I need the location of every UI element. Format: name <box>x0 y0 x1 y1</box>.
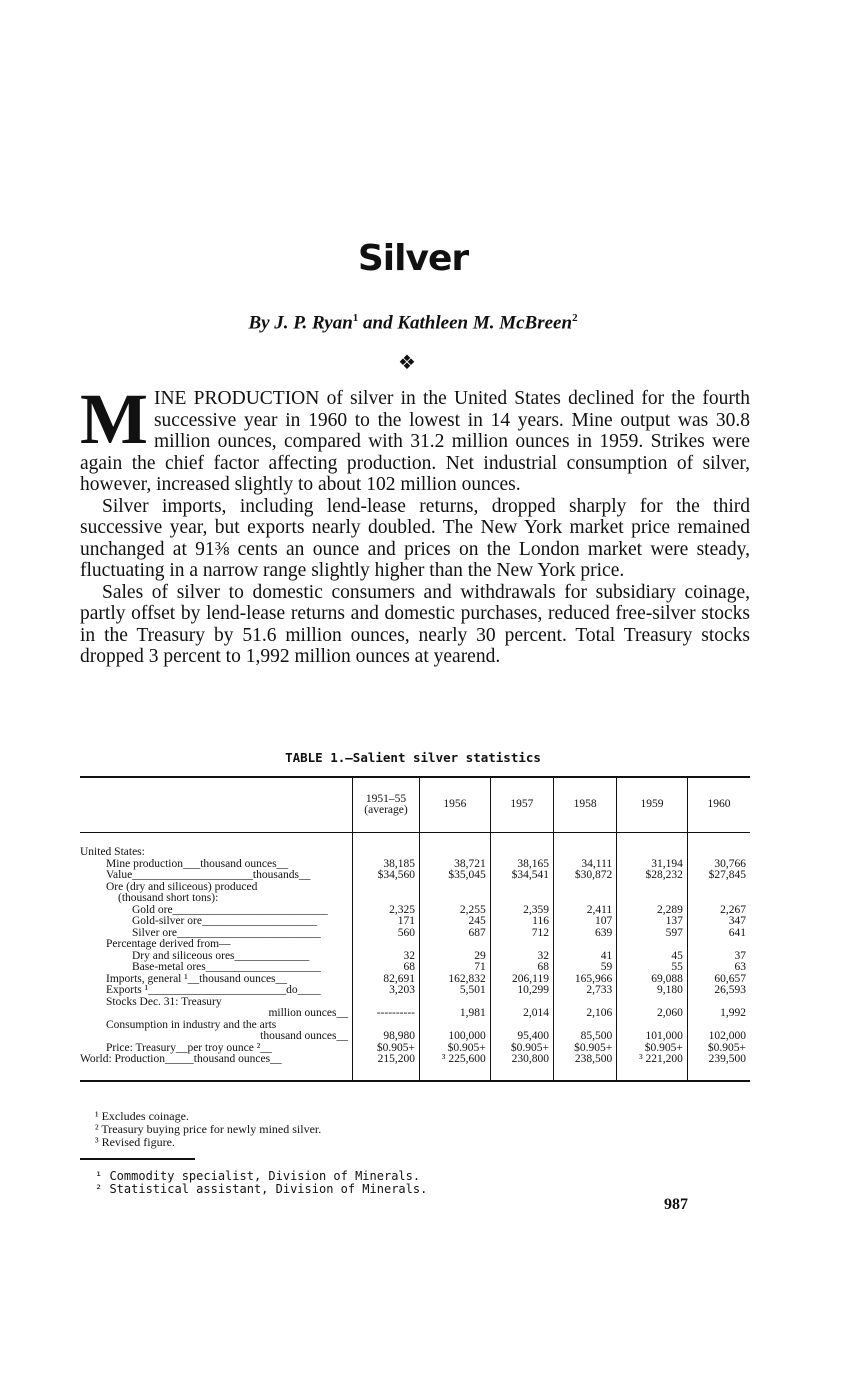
table-cell: 10,299 <box>490 985 553 997</box>
row-label: Ore (dry and siliceous) produced <box>106 880 258 893</box>
table-body <box>80 833 750 1081</box>
table-cell: ³ 225,600 <box>420 1054 491 1066</box>
table-cell: 2,267 <box>687 905 750 917</box>
table-cell: 59 <box>553 962 616 974</box>
table-cell: 2,325 <box>353 905 420 917</box>
table-cell: 68 <box>490 962 553 974</box>
ornament-icon: ❖ <box>398 352 416 374</box>
row-label: (thousand short tons): <box>118 892 219 904</box>
table-cell: $0.905+ <box>353 1043 420 1055</box>
body-text <box>80 379 750 668</box>
table-cell: 2,060 <box>617 1008 688 1020</box>
page-title: Silver <box>357 238 469 279</box>
table-cell: $0.905+ <box>420 1043 491 1055</box>
table-cell: 2,733 <box>553 985 616 997</box>
table-cell: 34,111 <box>553 859 616 871</box>
table-cell: 162,832 <box>420 974 491 986</box>
table-cell: 31,194 <box>617 859 688 871</box>
table-cell: $28,232 <box>617 870 688 882</box>
table-cell: 32 <box>490 951 553 963</box>
row-label: Gold-silver ore____________________ <box>132 915 317 927</box>
table-row <box>80 1054 750 1066</box>
drop-cap: M <box>80 379 148 459</box>
row-label: Dry and siliceous ores_____________ <box>132 949 310 962</box>
table-cell: $34,541 <box>490 870 553 882</box>
row-label: thousand ounces__ <box>260 1030 348 1042</box>
author-1-note: 1 <box>352 312 359 324</box>
table-cell: 26,593 <box>687 985 750 997</box>
table-cell <box>687 893 750 905</box>
table-row <box>80 1008 750 1020</box>
table-cell: 38,721 <box>420 859 491 871</box>
col-header: 1957 <box>490 777 553 833</box>
col-header: 1959 <box>617 777 688 833</box>
header-label <box>80 777 353 833</box>
table-cell: $0.905+ <box>617 1043 688 1055</box>
table-cell <box>617 893 688 905</box>
table-row <box>80 939 750 951</box>
table-cell: 2,106 <box>553 1008 616 1020</box>
table-cell: 98,980 <box>353 1031 420 1043</box>
table-cell: 1,992 <box>687 1008 750 1020</box>
footnotes <box>95 1170 427 1196</box>
table-cell: 215,200 <box>353 1054 420 1066</box>
table-cell: 2,289 <box>617 905 688 917</box>
table-cell: 2,014 <box>490 1008 553 1020</box>
author-2-note: 2 <box>572 312 578 324</box>
row-label: Exports ¹________________________do____ <box>106 984 321 996</box>
table-note: ¹ Excludes coinage. <box>95 1109 189 1123</box>
table-cell: 137 <box>617 916 688 928</box>
table-cell: $0.905+ <box>490 1043 553 1055</box>
row-label: Gold ore___________________________ <box>132 903 328 916</box>
table-cell: 239,500 <box>687 1054 750 1066</box>
row-label: million ounces__ <box>268 1007 348 1019</box>
row-label: Stocks Dec. 31: Treasury <box>106 995 222 1008</box>
table-cell <box>490 939 553 951</box>
table-cell: 107 <box>553 916 616 928</box>
table-cell: 687 <box>420 928 491 940</box>
table-row <box>80 893 750 905</box>
footnote: ¹ Commodity specialist, Division of Minerals. <box>95 1169 421 1183</box>
table-cell: 712 <box>490 928 553 940</box>
table-cell: 95,400 <box>490 1031 553 1043</box>
table-caption: TABLE 1.—Salient silver statistics <box>285 750 541 765</box>
row-label: Consumption in industry and the arts <box>106 1018 277 1031</box>
table-cell: 102,000 <box>687 1031 750 1043</box>
table-cell: 641 <box>687 928 750 940</box>
table-cell: 2,411 <box>553 905 616 917</box>
table-cell <box>490 893 553 905</box>
table-cell: 41 <box>553 951 616 963</box>
table-cell <box>420 893 491 905</box>
table-cell: 82,691 <box>353 974 420 986</box>
table-cell: 116 <box>490 916 553 928</box>
table-cell <box>490 882 553 894</box>
table-cell: ³ 221,200 <box>617 1054 688 1066</box>
table-cell: $0.905+ <box>553 1043 616 1055</box>
col-header: 1951–55 (average) <box>353 777 420 833</box>
table-cell: 639 <box>553 928 616 940</box>
table-cell: 68 <box>353 962 420 974</box>
table-cell: $34,560 <box>353 870 420 882</box>
table-notes <box>95 1110 321 1149</box>
table-note: ³ Revised figure. <box>95 1135 175 1149</box>
table-cell <box>687 882 750 894</box>
table-cell: 60,657 <box>687 974 750 986</box>
table-row <box>80 916 750 928</box>
table-cell: 165,966 <box>553 974 616 986</box>
table-cell: 32 <box>353 951 420 963</box>
footnote-rule <box>80 1158 195 1160</box>
table-cell <box>420 882 491 894</box>
table-cell: 9,180 <box>617 985 688 997</box>
table-cell: 100,000 <box>420 1031 491 1043</box>
statistics-table <box>80 776 750 1082</box>
table-row <box>80 1031 750 1043</box>
row-label: Silver ore_________________________ <box>132 926 321 939</box>
row-label: Imports, general ¹__thousand ounces__ <box>106 972 288 985</box>
table-cell: 347 <box>687 916 750 928</box>
table-cell <box>353 882 420 894</box>
table-cell <box>553 893 616 905</box>
row-label: World: Production_____thousand ounces__ <box>80 1053 282 1065</box>
row-label: Price: Treasury__per troy ounce ²__ <box>106 1041 272 1054</box>
table-cell <box>553 939 616 951</box>
page-number: 987 <box>664 1196 688 1213</box>
paragraph-2: Silver imports, including lend-lease returns, dropped sharply for the third successive year, but exports nearly doubled. The New York market price remained unchanged at 91⅜ cents an ounce and prices on the London market were steady, fluctuating in a narrow range slightly higher than the New York price. <box>80 495 750 581</box>
table-cell: 230,800 <box>490 1054 553 1066</box>
table-cell: 2,359 <box>490 905 553 917</box>
table-cell: 5,501 <box>420 985 491 997</box>
table-cell: ---------- <box>353 1008 420 1020</box>
table-cell: 69,088 <box>617 974 688 986</box>
table-cell: 3,203 <box>353 985 420 997</box>
table-row <box>80 870 750 882</box>
row-group-label: United States: <box>80 846 145 858</box>
byline <box>0 312 826 334</box>
row-label: Mine production___thousand ounces__ <box>106 857 289 870</box>
table-cell: 597 <box>617 928 688 940</box>
table-cell: 29 <box>420 951 491 963</box>
table-row <box>80 985 750 997</box>
table-cell: 2,255 <box>420 905 491 917</box>
table-cell <box>687 939 750 951</box>
table-cell: 560 <box>353 928 420 940</box>
table-cell: 171 <box>353 916 420 928</box>
table-cell: 101,000 <box>617 1031 688 1043</box>
table-cell: 71 <box>420 962 491 974</box>
row-label: Value_____________________thousands__ <box>106 869 311 881</box>
paragraph-1 <box>80 379 750 496</box>
table-cell: 37 <box>687 951 750 963</box>
table-cell: 55 <box>617 962 688 974</box>
table-row <box>80 997 750 1009</box>
table-cell <box>353 893 420 905</box>
author-1: By J. P. Ryan <box>248 312 353 334</box>
table-cell <box>353 939 420 951</box>
table-cell <box>553 882 616 894</box>
byline-and: and <box>363 312 393 334</box>
paragraph-3: Sales of silver to domestic consumers and withdrawals for subsidiary coinage, partly offset by lend-lease returns and domestic purchases, reduced free-silver stocks in the Treasury by 51.6 million ounces, nearly 30 percent. Total Treasury stocks dropped 3 percent to 1,992 million ounces at yearend. <box>80 581 750 667</box>
col-header: 1956 <box>420 777 491 833</box>
table-cell: $0.905+ <box>687 1043 750 1055</box>
row-label: Base-metal ores____________________ <box>132 961 321 973</box>
row-label: Percentage derived from— <box>106 938 231 950</box>
author-2: Kathleen M. McBreen <box>397 312 573 334</box>
table-cell: 245 <box>420 916 491 928</box>
table-cell: 30,766 <box>687 859 750 871</box>
table-cell <box>617 882 688 894</box>
table-cell <box>420 939 491 951</box>
table-cell: 206,119 <box>490 974 553 986</box>
table-cell: 85,500 <box>553 1031 616 1043</box>
table-cell: 1,981 <box>420 1008 491 1020</box>
footnote: ² Statistical assistant, Division of Minerals. <box>95 1182 428 1196</box>
table-cell <box>617 939 688 951</box>
table-row <box>80 962 750 974</box>
table-note: ² Treasury buying price for newly mined silver. <box>95 1122 322 1136</box>
table-cell: 38,165 <box>490 859 553 871</box>
table-cell: $30,872 <box>553 870 616 882</box>
col-header: 1958 <box>553 777 616 833</box>
table-cell: $35,045 <box>420 870 491 882</box>
table-cell: 38,185 <box>353 859 420 871</box>
paragraph-1-text: INE PRODUCTION of silver in the United States declined for the fourth successive year in 1960 to the lowest in 14 years. Mine output was 30.8 million ounces, compared with 31.2 million ounces in 1959. Strikes were again the chief factor affecting production. Net industrial consumption of silver, however, increased slightly to about 102 million ounces. <box>80 388 750 495</box>
table-cell: 238,500 <box>553 1054 616 1066</box>
table-cell: 63 <box>687 962 750 974</box>
table-cell: $27,845 <box>687 870 750 882</box>
col-header: 1960 <box>687 777 750 833</box>
table-cell: 45 <box>617 951 688 963</box>
